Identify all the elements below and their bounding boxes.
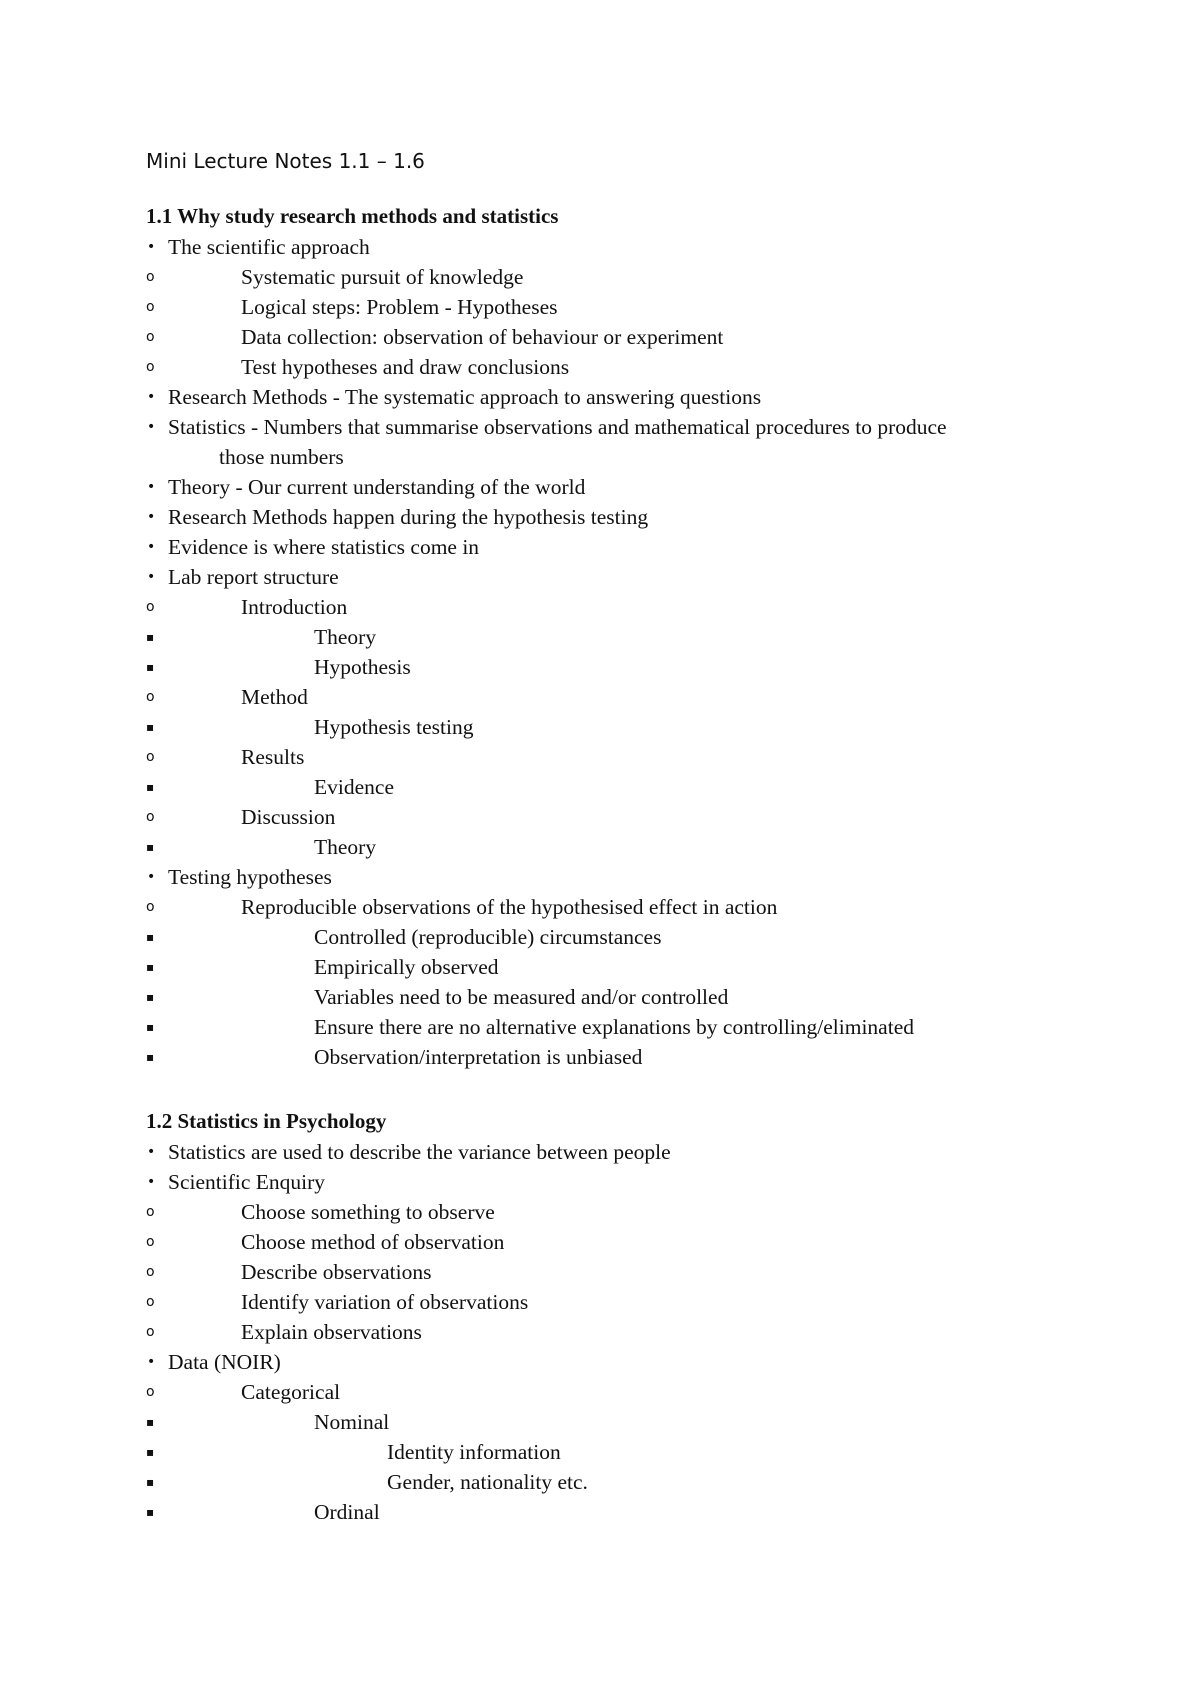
list-item-text: those numbers (219, 445, 344, 469)
list-item-text: Identify variation of observations (241, 1290, 529, 1314)
circle-marker: o (146, 1234, 155, 1250)
square-marker: ▪ (146, 930, 155, 944)
list-item-text: Ensure there are no alternative explanations by controlling/eliminated (314, 1015, 914, 1039)
circle-marker: o (146, 1204, 155, 1220)
list-item (0, 532, 1200, 562)
list-item-text: Research Methods happen during the hypothesis testing (168, 505, 649, 529)
square-marker: ▪ (146, 990, 155, 1004)
document-title: Mini Lecture Notes 1.1 – 1.6 (146, 149, 425, 173)
circle-marker: o (146, 329, 155, 345)
list-item-text: Choose something to observe (241, 1200, 495, 1224)
list-item-text: Gender, nationality etc. (387, 1470, 588, 1494)
circle-marker: o (146, 1264, 155, 1280)
bullet-marker: • (147, 1174, 156, 1190)
list-item-text: Introduction (241, 595, 348, 619)
circle-marker: o (146, 899, 155, 915)
list-item-text: Choose method of observation (241, 1230, 505, 1254)
list-item-text: Observation/interpretation is unbiased (314, 1045, 643, 1069)
list-item-text: Hypothesis testing (314, 715, 474, 739)
square-marker: ▪ (146, 960, 155, 974)
list-item (0, 862, 1200, 892)
list-item (0, 802, 1200, 832)
list-item (0, 1287, 1200, 1317)
bullet-marker: • (147, 419, 156, 435)
bullet-marker: • (147, 1144, 156, 1160)
list-item-text: Statistics are used to describe the variance between people (168, 1140, 671, 1164)
list-item-text: Systematic pursuit of knowledge (241, 265, 524, 289)
list-item-text: Method (241, 685, 308, 709)
list-item (0, 1377, 1200, 1407)
circle-marker: o (146, 359, 155, 375)
bullet-marker: • (147, 389, 156, 405)
list-item (0, 712, 1200, 742)
list-item (0, 322, 1200, 352)
list-item (0, 1012, 1200, 1042)
list-item (0, 352, 1200, 382)
list-item (0, 232, 1200, 262)
list-item-text: Nominal (314, 1410, 390, 1434)
bullet-marker: • (147, 479, 156, 495)
bullet-marker: • (147, 239, 156, 255)
list-item (0, 1497, 1200, 1527)
list-item-text: Empirically observed (314, 955, 499, 979)
bullet-marker: • (147, 869, 156, 885)
list-item (0, 1347, 1200, 1377)
list-item-text: Theory (314, 835, 377, 859)
circle-marker: o (146, 1324, 155, 1340)
section-heading-1-1: 1.1 Why study research methods and statistics (146, 204, 559, 228)
list-item-text: Results (241, 745, 305, 769)
list-item (0, 1467, 1200, 1497)
square-marker: ▪ (146, 1020, 155, 1034)
circle-marker: o (146, 1384, 155, 1400)
circle-marker: o (146, 1294, 155, 1310)
square-marker: ▪ (146, 1415, 155, 1429)
list-item-text: Evidence is where statistics come in (168, 535, 480, 559)
list-item-text: Theory (314, 625, 377, 649)
square-marker: ▪ (146, 1475, 155, 1489)
list-item (0, 1137, 1200, 1167)
square-marker: ▪ (146, 1445, 155, 1459)
list-item (0, 682, 1200, 712)
list-item (0, 292, 1200, 322)
list-item (0, 922, 1200, 952)
list-item-text: Theory - Our current understanding of the world (168, 475, 586, 499)
list-item-text: Identity information (387, 1440, 561, 1464)
section-heading-1-2: 1.2 Statistics in Psychology (146, 1109, 387, 1133)
list-item (0, 1407, 1200, 1437)
list-item (0, 832, 1200, 862)
list-item-text: Categorical (241, 1380, 341, 1404)
list-item (0, 1167, 1200, 1197)
list-item-text: Testing hypotheses (168, 865, 332, 889)
list-item (0, 1197, 1200, 1227)
list-item (0, 1437, 1200, 1467)
list-item (0, 562, 1200, 592)
list-item-text: Reproducible observations of the hypothesised effect in action (241, 895, 778, 919)
list-item-text: Data collection: observation of behaviour or experiment (241, 325, 724, 349)
list-item-text: Evidence (314, 775, 394, 799)
circle-marker: o (146, 269, 155, 285)
list-item-text: Lab report structure (168, 565, 339, 589)
list-item-text: Explain observations (241, 1320, 422, 1344)
bullet-marker: • (147, 569, 156, 585)
list-item-continuation (0, 442, 1200, 472)
list-item (0, 472, 1200, 502)
square-marker: ▪ (146, 840, 155, 854)
list-item-text: Scientific Enquiry (168, 1170, 326, 1194)
list-item (0, 952, 1200, 982)
list-item (0, 1317, 1200, 1347)
list-item-text: Data (NOIR) (168, 1350, 281, 1374)
list-item (0, 1227, 1200, 1257)
list-item (0, 382, 1200, 412)
list-item-text: Statistics - Numbers that summarise observations and mathematical procedures to produce (168, 415, 947, 439)
square-marker: ▪ (146, 660, 155, 674)
list-item (0, 502, 1200, 532)
bullet-marker: • (147, 539, 156, 555)
list-item-text: Variables need to be measured and/or controlled (314, 985, 729, 1009)
list-item-text: Describe observations (241, 1260, 432, 1284)
square-marker: ▪ (146, 780, 155, 794)
list-item (0, 412, 1200, 442)
list-item (0, 1257, 1200, 1287)
square-marker: ▪ (146, 630, 155, 644)
list-item-text: Research Methods - The systematic approach to answering questions (168, 385, 762, 409)
list-item-text: Controlled (reproducible) circumstances (314, 925, 662, 949)
bullet-marker: • (147, 1354, 156, 1370)
list-item (0, 742, 1200, 772)
square-marker: ▪ (146, 1505, 155, 1519)
circle-marker: o (146, 809, 155, 825)
list-item-text: Discussion (241, 805, 336, 829)
list-item (0, 592, 1200, 622)
list-item-text: Logical steps: Problem - Hypotheses (241, 295, 558, 319)
circle-marker: o (146, 689, 155, 705)
bullet-marker: • (147, 509, 156, 525)
list-item (0, 652, 1200, 682)
list-item (0, 982, 1200, 1012)
list-item-text: Hypothesis (314, 655, 411, 679)
list-item (0, 262, 1200, 292)
square-marker: ▪ (146, 720, 155, 734)
list-item-text: Test hypotheses and draw conclusions (241, 355, 570, 379)
circle-marker: o (146, 299, 155, 315)
list-item-text: The scientific approach (168, 235, 370, 259)
circle-marker: o (146, 599, 155, 615)
list-item (0, 1042, 1200, 1072)
list-item (0, 772, 1200, 802)
square-marker: ▪ (146, 1050, 155, 1064)
circle-marker: o (146, 749, 155, 765)
list-item-text: Ordinal (314, 1500, 380, 1524)
list-item (0, 622, 1200, 652)
list-item (0, 892, 1200, 922)
